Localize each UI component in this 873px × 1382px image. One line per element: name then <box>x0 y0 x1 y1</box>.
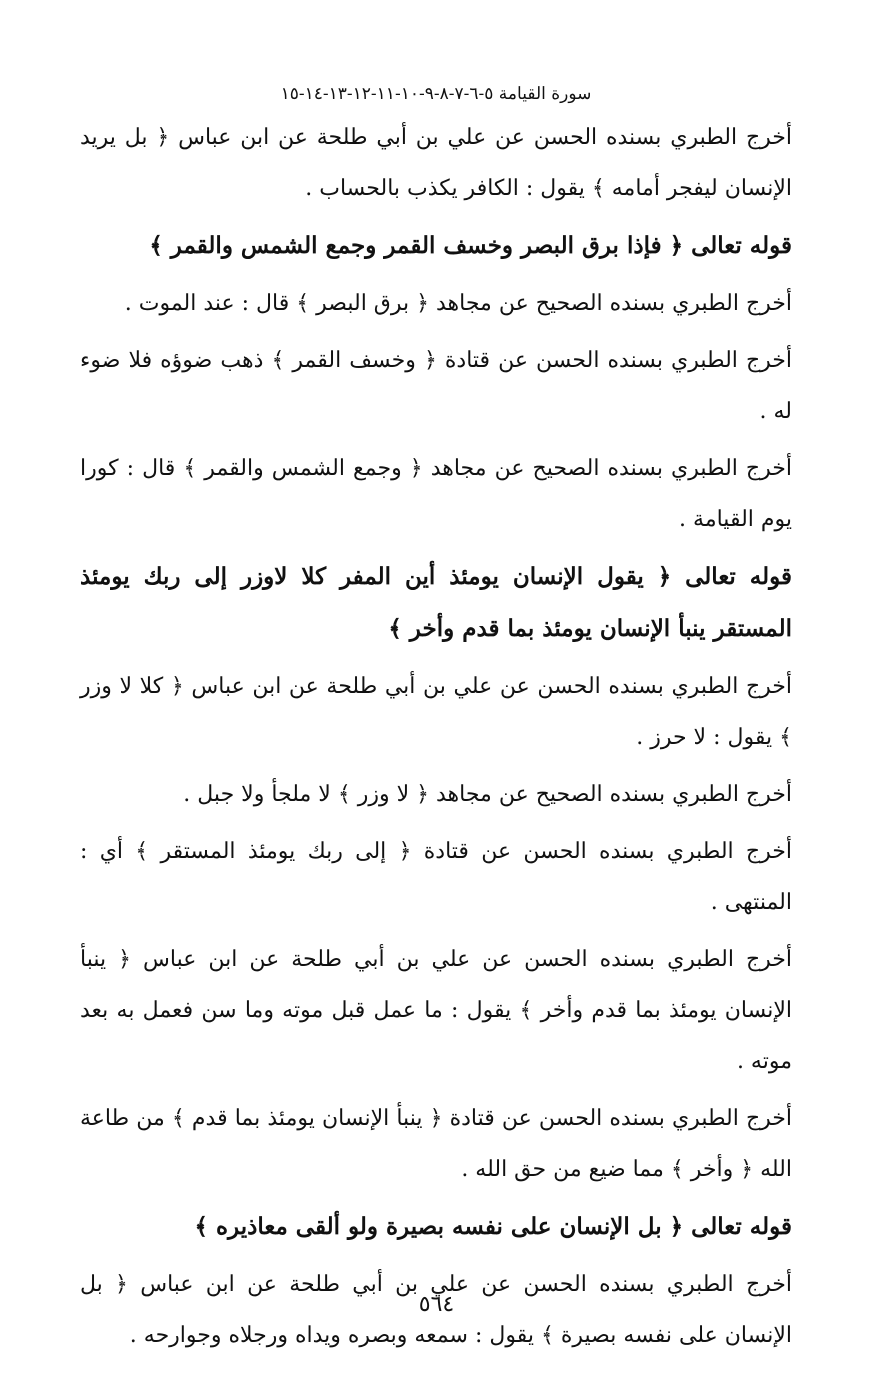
verse-heading: قوله تعالى ﴿ فإذا برق البصر وخسف القمر وجمع الشمس والقمر ﴾ <box>149 232 792 259</box>
running-header: سورة القيامة ٥-٦-٧-٨-٩-١٠-١١-١٢-١٣-١٤-١٥ <box>280 84 592 104</box>
narration-paragraph: أخرج الطبري بسنده الصحيح عن مجاهد ﴿ وجمع الشمس والقمر ﴾ قال : كورا يوم القيامة . <box>80 456 792 532</box>
narration-paragraph: أخرج الطبري بسنده الصحيح عن مجاهد ﴿ برق البصر ﴾ قال : عند الموت . <box>124 291 792 316</box>
narration-paragraph: أخرج الطبري بسنده الحسن عن علي بن أبي طلحة عن ابن عباس ﴿ بل الإنسان على نفسه بصيرة ﴾ يقول : سمعه وبصره ويداه ورجلاه وجوارحه . <box>80 1272 792 1348</box>
narration-paragraph: أخرج الطبري بسنده الحسن عن قتادة ﴿ ينبأ الإنسان يومئذ بما قدم ﴾ من طاعة الله ﴿ وأخر ﴾ مما ضيع من حق الله . <box>80 1106 792 1182</box>
narration-paragraph: أخرج الطبري بسنده الحسن عن علي بن أبي طلحة عن ابن عباس ﴿ بل يريد الإنسان ليفجر أمامه ﴾ يقول : الكافر يكذب بالحساب . <box>80 125 792 201</box>
narration-paragraph: أخرج الطبري بسنده الحسن عن قتادة ﴿ وخسف القمر ﴾ ذهب ضوؤه فلا ضوء له . <box>80 348 792 424</box>
narration-paragraph: أخرج الطبري بسنده الحسن عن علي بن أبي طلحة عن ابن عباس ﴿ كلا لا وزر ﴾ يقول : لا حرز . <box>80 674 792 750</box>
narration-paragraph: أخرج الطبري بسنده الحسن عن قتادة ﴿ إلى ربك يومئذ المستقر ﴾ أي : المنتهى . <box>80 839 792 915</box>
verse-heading: قوله تعالى ﴿ يقول الإنسان يومئذ أين المفر كلا لاوزر إلى ربك يومئذ المستقر ينبأ الإنسان يومئذ بما قدم وأخر ﴾ <box>80 563 792 642</box>
page-number: ٥٦٤ <box>418 1292 455 1317</box>
narration-paragraph: أخرج الطبري بسنده الحسن عن علي بن أبي طلحة عن ابن عباس ﴿ ينبأ الإنسان يومئذ بما قدم وأخر ﴾ يقول : ما عمل قبل موته وما سن فعمل به بعد موته . <box>80 947 792 1074</box>
page-body <box>80 112 792 1367</box>
narration-paragraph: أخرج الطبري بسنده الصحيح عن مجاهد ﴿ لا وزر ﴾ لا ملجأ ولا جبل . <box>183 782 792 807</box>
verse-heading: قوله تعالى ﴿ بل الإنسان على نفسه بصيرة ولو ألقى معاذيره ﴾ <box>194 1213 792 1240</box>
